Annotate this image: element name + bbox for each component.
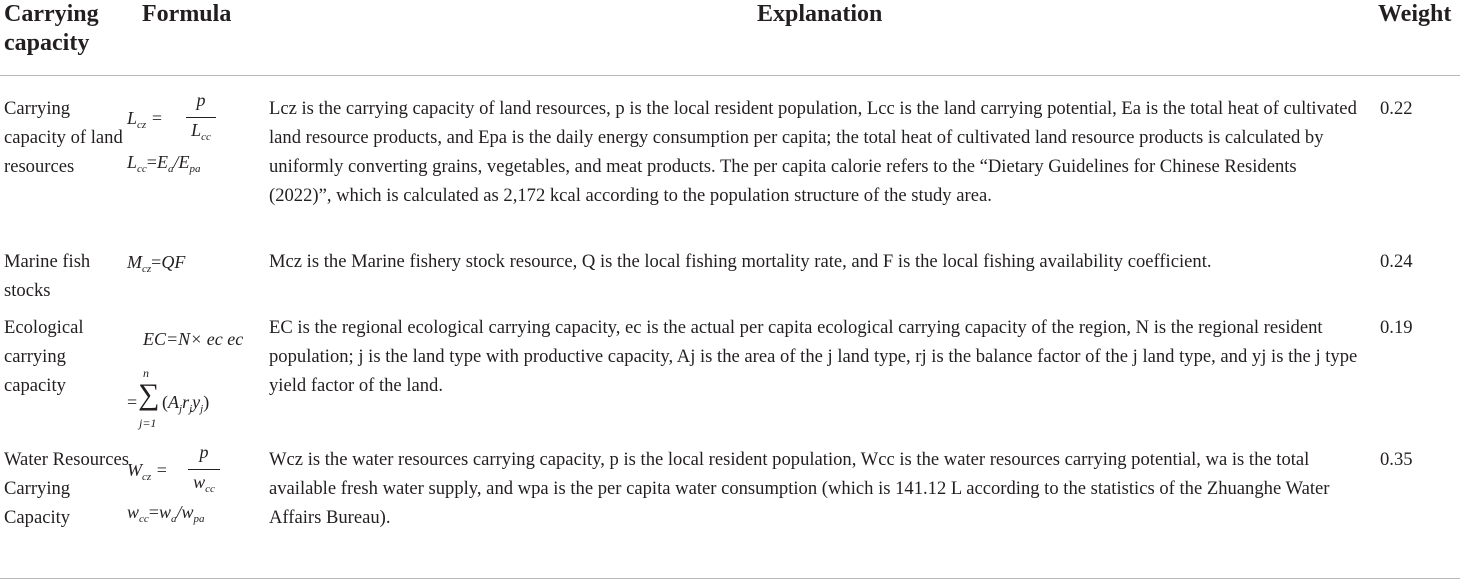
header-formula: Formula: [142, 1, 232, 27]
formula-marine: $M_{cz}=QF$: [127, 252, 186, 275]
row-explanation-marine: Mcz is the Marine fishery stock resource, Q is the local fishing mortality rate, and F is the local fishing availability coefficient.: [269, 251, 1212, 272]
formula-ecological-line1: EC=N× ec ec: [143, 329, 244, 349]
sum-lower-limit: j=1: [139, 416, 157, 430]
row-explanation-water: Wcz is the water resources carrying capacity, p is the local resident population, Wcc is the water resources carrying potential, wa is the total available fresh water supply, and wpa is the per capita water consumption (which is 141.12 L according to the statistics of the Zhuanghe Water Affairs Bureau).: [269, 449, 1330, 528]
row-capacity-ecological: Ecological carrying capacity: [4, 317, 84, 396]
row-weight-water: 0.35: [1380, 449, 1413, 470]
row-weight-marine: 0.24: [1380, 251, 1413, 272]
sigma-icon: ∑: [138, 378, 160, 411]
formula-water-line2: $w_{cc}=w_a/w_{pa}$: [127, 502, 205, 525]
header-weight: Weight: [1378, 1, 1452, 27]
row-weight-land: 0.22: [1380, 98, 1413, 119]
formula-land-lhs: $L_{cz}$ =: [127, 108, 163, 131]
row-capacity-marine: Marine fish stocks: [4, 251, 91, 301]
row-explanation-ecological: EC is the regional ecological carrying capacity, ec is the actual per capita ecological carrying capacity of the region, N is the regional resident population; j is the land type with productive capacity, Aj is the area of the j land type, rj is the balance factor of the j land type, and yj is the j type yield factor of the land.: [269, 317, 1358, 396]
header-explanation: Explanation: [757, 1, 883, 27]
sum-upper-limit: n: [143, 366, 149, 380]
formula-water-lhs: $W_{cz}$ =: [127, 460, 168, 483]
row-capacity-water: Water Resources Carrying Capacity: [4, 449, 129, 528]
header-rule: [0, 75, 1460, 76]
formula-ecological-sum-term: $(A_jr_jy_j)$: [162, 392, 210, 415]
formula-land-numerator: p: [196, 90, 206, 110]
row-capacity-land: Carrying capacity of land resources: [4, 98, 123, 177]
formula-ecological-line2: =: [127, 392, 138, 412]
header-carrying-capacity: Carrying capacity: [4, 1, 99, 56]
bottom-rule: [0, 578, 1460, 579]
row-weight-ecological: 0.19: [1380, 317, 1413, 338]
formula-land-denominator: $L_{cc}$: [191, 120, 211, 143]
fraction-bar: [188, 469, 220, 470]
row-explanation-land: Lcz is the carrying capacity of land resources, p is the local resident population, Lcc is the land carrying potential, Ea is the total heat of cultivated land resource products, and Epa is the daily energy consumption per capita; the total heat of cultivated land resource products is calculated by uniformly converting grains, vegetables, and meat products. The per capita calorie refers to the “Dietary Guidelines for Chinese Residents (2022)”, which is calculated as 2,172 kcal according to the population structure of the study area.: [269, 98, 1357, 206]
formula-water-denominator: $w_{cc}$: [193, 472, 215, 495]
fraction-bar: [186, 117, 216, 118]
formula-water-numerator: p: [199, 442, 209, 462]
formula-land-line2: $L_{cc}=E_a/E_{pa}$: [127, 152, 201, 175]
